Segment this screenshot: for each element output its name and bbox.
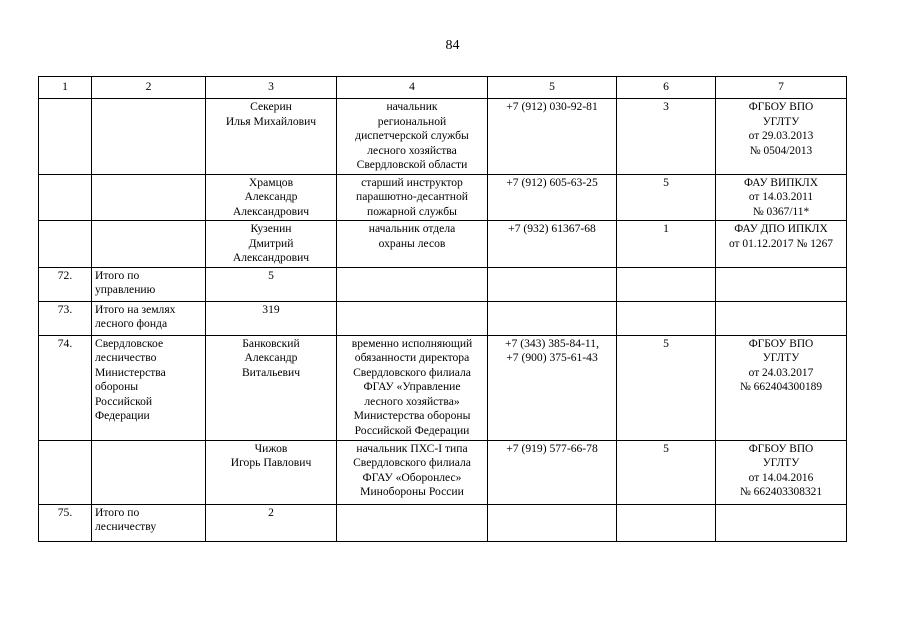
person-name-cell xyxy=(206,221,337,268)
phone-cell xyxy=(488,221,617,268)
position-line: лесного хозяйства» xyxy=(364,394,460,408)
unit-name-line: лесного фонда xyxy=(95,317,168,330)
position-line: Российской Федерации xyxy=(354,423,470,437)
count-cell: 3 xyxy=(617,99,716,175)
certificate-line: ФГБОУ ВПО xyxy=(748,442,814,455)
person-name-line: Александр xyxy=(244,351,298,364)
header-cell: 1 xyxy=(39,77,92,99)
certificate-line: от 14.04.2016 xyxy=(748,471,814,484)
person-name-line: 319 xyxy=(262,302,280,316)
phone-line: +7 (900) 375-61-43 xyxy=(506,351,598,364)
header-cell: 7 xyxy=(716,77,847,99)
count-cell xyxy=(617,267,716,301)
unit-name-line: лесничеству xyxy=(95,520,157,533)
row-number-cell xyxy=(39,221,92,268)
count-cell xyxy=(617,504,716,541)
count-cell: 5 xyxy=(617,335,716,440)
certificate-line: от 01.12.2017 № 1267 xyxy=(729,237,833,250)
unit-name-line: лесничество xyxy=(95,351,157,364)
unit-name-line: Итого на землях xyxy=(95,302,176,316)
unit-name-cell xyxy=(92,504,206,541)
unit-name-cell xyxy=(92,221,206,268)
table-row xyxy=(39,221,847,268)
person-name-line: Храмцов xyxy=(248,175,294,189)
certificate-cell xyxy=(716,301,847,335)
table-row xyxy=(39,267,847,301)
phone-line: +7 (932) 61367-68 xyxy=(508,222,596,235)
row-number-cell: 73. xyxy=(39,301,92,335)
certificate-line: УГЛТУ xyxy=(762,457,800,469)
certificate-line: ФАУ ДПО ИПКЛХ xyxy=(734,223,828,235)
row-number-cell: 74. xyxy=(39,335,92,440)
phone-cell xyxy=(488,174,617,221)
person-name-line: Илья Михайлович xyxy=(225,114,317,128)
position-cell xyxy=(337,440,488,504)
table-row xyxy=(39,335,847,440)
unit-name-cell xyxy=(92,301,206,335)
person-name-cell xyxy=(206,504,337,541)
position-line: начальник xyxy=(386,100,438,113)
table-row xyxy=(39,440,847,504)
person-name-line: Александр xyxy=(244,190,298,203)
table-row xyxy=(39,174,847,221)
certificate-line: № 662404300189 xyxy=(739,381,823,393)
position-line: начальник ПХС-I типа xyxy=(356,441,468,455)
phone-line: +7 (912) 030-92-81 xyxy=(506,100,598,113)
position-cell xyxy=(337,99,488,175)
table-row xyxy=(39,99,847,175)
person-name-cell xyxy=(206,174,337,221)
phone-cell xyxy=(488,267,617,301)
position-line: обязанности директора xyxy=(354,351,470,364)
certificate-line: от 24.03.2017 xyxy=(748,366,814,379)
phone-cell xyxy=(488,504,617,541)
unit-name-cell xyxy=(92,174,206,221)
position-line: Свердловской области xyxy=(356,158,468,171)
position-line: диспетчерской службы xyxy=(355,129,469,142)
position-line: начальник отдела xyxy=(368,222,456,235)
person-name-line: 2 xyxy=(268,505,274,519)
certificate-line: ФАУ ВИПКЛХ xyxy=(743,176,818,189)
certificate-line: УГЛТУ xyxy=(762,115,800,128)
certificate-line: от 29.03.2013 xyxy=(748,130,814,142)
phone-line: +7 (912) 605-63-25 xyxy=(506,175,598,189)
unit-name-line: Итого по xyxy=(95,505,140,519)
position-cell xyxy=(337,221,488,268)
row-number-cell: 75. xyxy=(39,504,92,541)
position-cell xyxy=(337,267,488,301)
certificate-line: № 0367/11* xyxy=(752,205,810,218)
person-name-line: Игорь Павлович xyxy=(230,456,312,469)
certificate-line: УГЛТУ xyxy=(762,352,800,364)
position-line: Минобороны России xyxy=(360,485,464,498)
person-name-line: Витальевич xyxy=(241,365,301,379)
position-line: пожарной службы xyxy=(367,204,457,218)
count-cell: 1 xyxy=(617,221,716,268)
page-number: 84 xyxy=(445,38,460,53)
certificate-line: ФГБОУ ВПО xyxy=(748,101,814,113)
position-line: лесного хозяйства xyxy=(367,143,457,157)
certificate-line: от 14.03.2011 xyxy=(748,191,814,203)
certificate-line: № 662403308321 xyxy=(739,486,823,498)
unit-name-cell xyxy=(92,335,206,440)
phone-line: +7 (343) 385-84-11, xyxy=(504,336,599,350)
position-cell xyxy=(337,301,488,335)
certificate-cell xyxy=(716,267,847,301)
header-cell: 5 xyxy=(488,77,617,99)
count-cell: 5 xyxy=(617,440,716,504)
position-line: ФГАУ «Управление xyxy=(363,380,461,393)
person-name-line: 5 xyxy=(268,268,274,282)
person-name-cell xyxy=(206,99,337,175)
certificate-cell xyxy=(716,440,847,504)
certificate-cell xyxy=(716,174,847,221)
person-name-cell xyxy=(206,301,337,335)
person-name-line: Кузенин xyxy=(250,222,292,235)
unit-name-line: Итого по xyxy=(95,268,140,282)
phone-cell xyxy=(488,99,617,175)
position-cell xyxy=(337,504,488,541)
person-name-line: Чижов xyxy=(254,441,288,455)
count-cell: 5 xyxy=(617,174,716,221)
unit-name-line: Свердловское xyxy=(95,336,164,350)
row-number-cell: 72. xyxy=(39,267,92,301)
certificate-cell xyxy=(716,335,847,440)
unit-name-cell xyxy=(92,440,206,504)
header-cell: 2 xyxy=(92,77,206,99)
position-line: парашютно-десантной xyxy=(356,190,468,203)
row-number-cell xyxy=(39,174,92,221)
count-cell xyxy=(617,301,716,335)
row-number-cell xyxy=(39,440,92,504)
header-cell: 4 xyxy=(337,77,488,99)
header-cell: 3 xyxy=(206,77,337,99)
unit-name-line: обороны xyxy=(95,380,139,393)
position-line: старший инструктор xyxy=(361,175,463,189)
person-name-line: Александрович xyxy=(232,251,310,264)
position-line: охраны лесов xyxy=(378,236,446,250)
unit-name-line: Федерации xyxy=(95,409,150,422)
unit-name-line: Министерства xyxy=(95,365,166,379)
person-name-line: Дмитрий xyxy=(248,236,294,250)
personnel-table xyxy=(38,76,847,542)
position-line: Министерства обороны xyxy=(353,409,471,422)
certificate-cell xyxy=(716,221,847,268)
table-row xyxy=(39,301,847,335)
row-number-cell xyxy=(39,99,92,175)
header-row xyxy=(39,77,847,99)
table-row xyxy=(39,504,847,541)
unit-name-line: Российской xyxy=(95,394,153,408)
person-name-cell xyxy=(206,440,337,504)
person-name-line: Александрович xyxy=(232,204,310,218)
person-name-cell xyxy=(206,267,337,301)
phone-cell xyxy=(488,301,617,335)
unit-name-cell xyxy=(92,267,206,301)
certificate-cell xyxy=(716,504,847,541)
position-cell xyxy=(337,174,488,221)
phone-line: +7 (919) 577-66-78 xyxy=(506,441,598,455)
person-name-line: Банковский xyxy=(242,336,300,350)
phone-cell xyxy=(488,440,617,504)
header-cell: 6 xyxy=(617,77,716,99)
certificate-line: № 0504/2013 xyxy=(749,144,813,157)
person-name-cell xyxy=(206,335,337,440)
position-line: ФГАУ «Оборонлес» xyxy=(362,470,462,484)
person-name-line: Секерин xyxy=(250,100,292,113)
unit-name-line: управлению xyxy=(95,283,156,296)
phone-cell xyxy=(488,335,617,440)
position-line: Свердловского филиала xyxy=(353,365,471,379)
position-line: временно исполняющий xyxy=(351,336,473,350)
position-line: региональной xyxy=(377,114,447,128)
position-cell xyxy=(337,335,488,440)
unit-name-cell xyxy=(92,99,206,175)
certificate-line: ФГБОУ ВПО xyxy=(748,337,814,350)
position-line: Свердловского филиала xyxy=(353,456,471,469)
certificate-cell xyxy=(716,99,847,175)
